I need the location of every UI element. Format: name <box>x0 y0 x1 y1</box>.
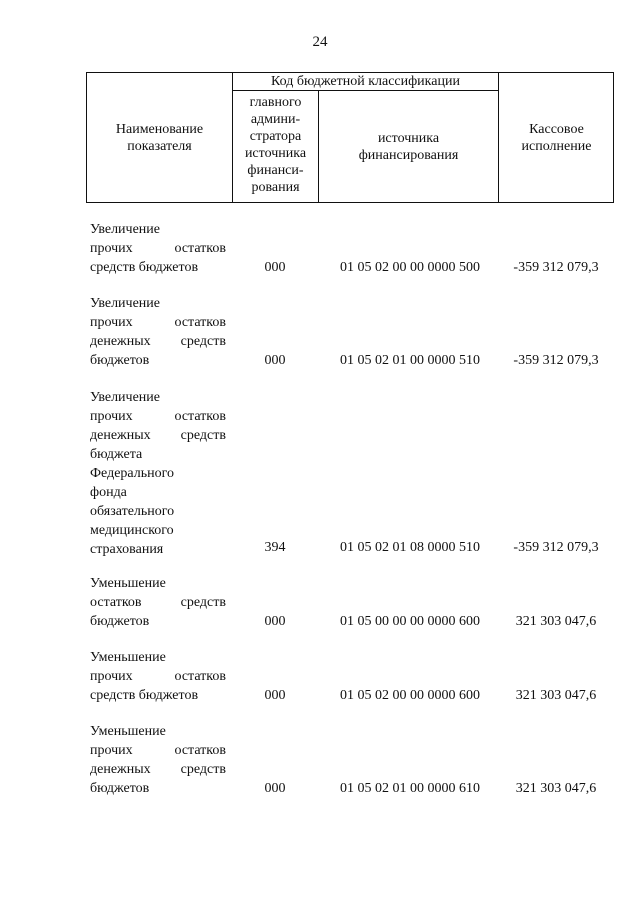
name-line: бюджета <box>90 447 143 462</box>
header-admin-column <box>233 94 318 196</box>
row-admin-code: 000 <box>264 688 286 703</box>
name-line: средств бюджетов <box>90 260 199 275</box>
row-source-code: 01 05 02 01 00 0000 610 <box>340 781 480 796</box>
name-line: Увеличение <box>90 296 161 311</box>
header-name-column <box>87 121 232 155</box>
header-text: Наименование <box>115 122 204 137</box>
header-text: рования <box>251 180 300 195</box>
name-line: денежных средств <box>90 762 226 777</box>
row-name <box>90 388 226 559</box>
name-line: остатков средств <box>90 595 226 610</box>
name-line: обязательного <box>90 504 175 519</box>
page-number: 24 <box>312 34 328 50</box>
name-line: Увеличение <box>90 390 161 405</box>
name-line: бюджетов <box>90 353 150 368</box>
row-admin-code: 000 <box>264 353 286 368</box>
name-line: бюджетов <box>90 781 150 796</box>
name-line: прочих остатков <box>90 241 226 256</box>
name-line: медицинского <box>90 523 174 538</box>
row-amount: 321 303 047,6 <box>515 688 597 703</box>
header-text: показателя <box>127 139 192 154</box>
row-source-code: 01 05 02 01 08 0000 510 <box>340 540 480 555</box>
row-amount: -359 312 079,3 <box>513 540 599 555</box>
header-text: главного <box>249 95 302 110</box>
name-line: прочих остатков <box>90 743 226 758</box>
header-text: Код бюджетной классификации <box>271 74 460 89</box>
row-name <box>90 574 226 631</box>
name-line: бюджетов <box>90 614 150 629</box>
header-text: источника <box>377 131 440 146</box>
row-name <box>90 220 226 277</box>
header-text: исполнение <box>521 139 592 154</box>
name-line: Уменьшение <box>90 650 166 665</box>
header-text: админи- <box>250 112 301 127</box>
row-admin-code: 000 <box>264 260 286 275</box>
row-amount: -359 312 079,3 <box>513 353 599 368</box>
name-line: прочих остатков <box>90 315 226 330</box>
name-line: страхования <box>90 542 164 557</box>
row-name <box>90 648 226 705</box>
header-text: стратора <box>249 129 302 144</box>
header-text: источника <box>244 146 307 161</box>
row-source-code: 01 05 00 00 00 0000 600 <box>340 614 480 629</box>
row-source-code: 01 05 02 00 00 0000 600 <box>340 688 480 703</box>
row-name <box>90 722 226 798</box>
header-group-title <box>233 73 498 90</box>
row-admin-code: 000 <box>264 614 286 629</box>
row-amount: 321 303 047,6 <box>515 781 597 796</box>
name-line: средств бюджетов <box>90 688 199 703</box>
name-line: фонда <box>90 485 127 500</box>
name-line: прочих остатков <box>90 409 226 424</box>
header-text: Кассовое <box>529 122 584 137</box>
header-execution-column <box>499 121 614 155</box>
row-name <box>90 294 226 370</box>
name-line: Федерального <box>90 466 175 481</box>
header-text: финансирования <box>358 148 459 163</box>
name-line: денежных средств <box>90 428 226 443</box>
row-admin-code: 394 <box>264 540 286 555</box>
row-admin-code: 000 <box>264 781 286 796</box>
name-line: Уменьшение <box>90 576 166 591</box>
name-line: денежных средств <box>90 334 226 349</box>
name-line: прочих остатков <box>90 669 226 684</box>
header-text: финанси- <box>247 163 304 178</box>
row-amount: 321 303 047,6 <box>515 614 597 629</box>
row-source-code: 01 05 02 00 00 0000 500 <box>340 260 480 275</box>
name-line: Уменьшение <box>90 724 166 739</box>
header-divider <box>232 90 498 91</box>
header-source-column <box>319 130 498 164</box>
name-line: Увеличение <box>90 222 161 237</box>
row-amount: -359 312 079,3 <box>513 260 599 275</box>
row-source-code: 01 05 02 01 00 0000 510 <box>340 353 480 368</box>
